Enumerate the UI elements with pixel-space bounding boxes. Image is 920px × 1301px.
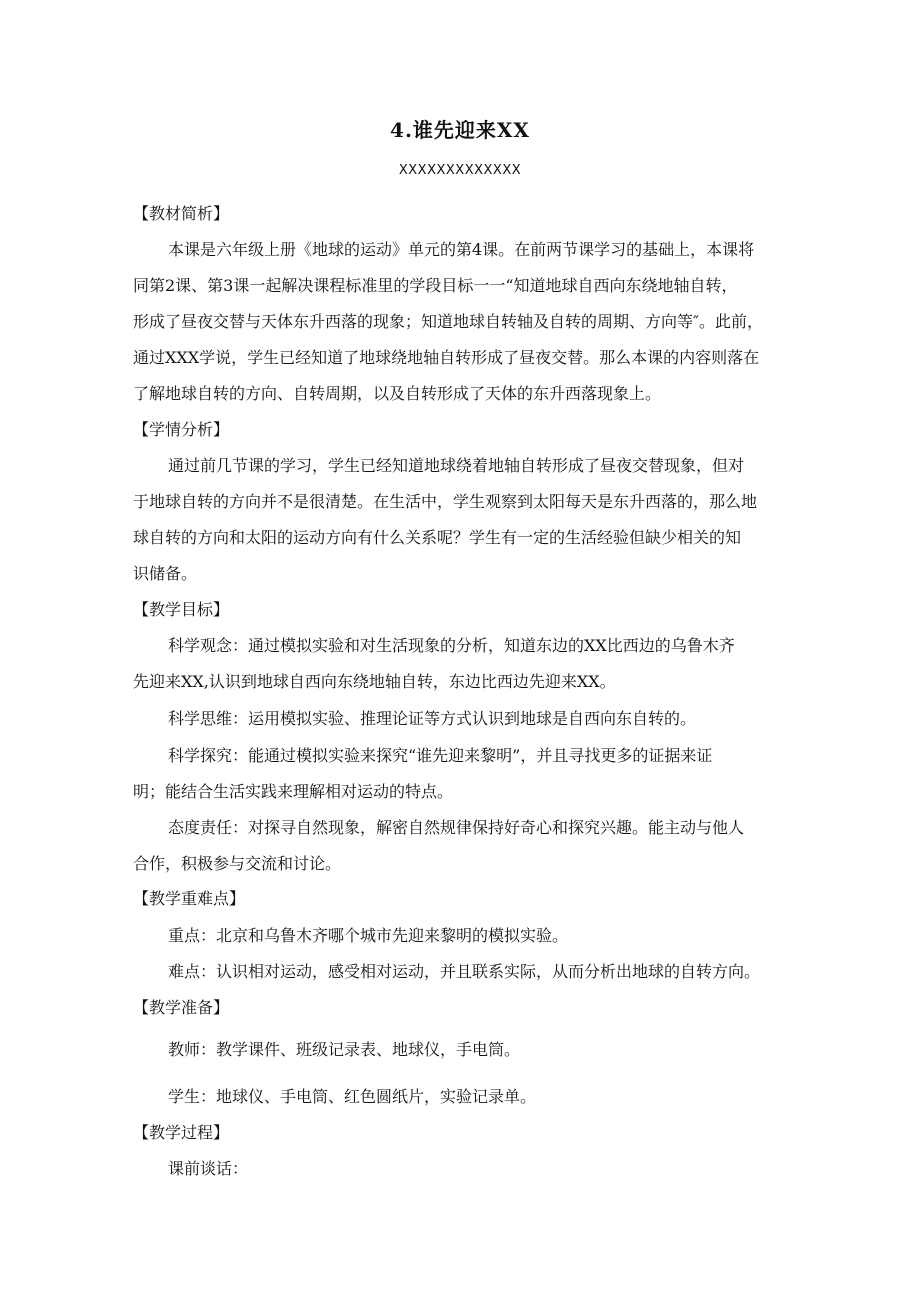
paragraph-line: 先迎来XX,认识到地球自西向东绕地轴自转，东边比西边先迎来XX。	[133, 672, 616, 691]
paragraph-line: 通过前几节课的学习，学生已经知道地球绕着地轴自转形成了昼夜交替现象，但对	[168, 456, 745, 475]
paragraph-line: 教师：教学课件、班级记录表、地球仪，手电筒。	[168, 1040, 521, 1059]
document-title: 4.谁先迎来XX	[390, 118, 530, 142]
section-heading-goals: 【教学目标】	[133, 600, 230, 619]
document-subtitle: XXXXXXXXXXXXX	[398, 163, 522, 178]
paragraph-line: 同第2课、第3课一起解决课程标准里的学段目标一一“知道地球自西向东绕地轴自转，	[133, 276, 738, 295]
paragraph-line: 课前谈话：	[168, 1159, 249, 1178]
paragraph-line: 学生：地球仪、手电筒、红色圆纸片，实验记录单。	[168, 1087, 537, 1106]
section-heading-students: 【学情分析】	[133, 420, 230, 439]
paragraph-line: 重点：北京和乌鲁木齐哪个城市先迎来黎明的模拟实验。	[168, 926, 569, 945]
section-heading-keypoints: 【教学重难点】	[133, 889, 246, 908]
paragraph-line: 科学思维：运用模拟实验、推理论证等方式认识到地球是自西向东自转的。	[168, 709, 697, 728]
paragraph-line: 了解地球自转的方向、自转周期，以及自转形成了天体的东升西落现象上。	[133, 384, 662, 403]
paragraph-line: 球自转的方向和太阳的运动方向有什么关系呢？学生有一定的生活经验但缺少相关的知	[133, 528, 742, 547]
section-heading-prep: 【教学准备】	[133, 998, 230, 1017]
paragraph-line: 于地球自转的方向并不是很清楚。在生活中，学生观察到太阳每天是东升西落的，那么地	[133, 492, 758, 511]
paragraph-line: 科学观念：通过模拟实验和对生活现象的分析，知道东边的XX比西边的乌鲁木齐	[168, 636, 735, 655]
paragraph-line: 形成了昼夜交替与天体东升西落的现象；知道地球自转轴及自转的周期、方向等″。此前，	[133, 312, 763, 331]
paragraph-line: 明；能结合生活实践来理解相对运动的特点。	[133, 782, 454, 801]
paragraph-line: 通过XXX学说，学生已经知道了地球绕地轴自转形成了昼夜交替。那么本课的内容则落在	[133, 348, 760, 367]
paragraph-line: 识储备。	[133, 564, 198, 583]
paragraph-line: 难点：认识相对运动，感受相对运动，并且联系实际，从而分析出地球的自转方向。	[168, 962, 761, 981]
paragraph-line: 本课是六年级上册《地球的运动》单元的第4课。在前两节课学习的基础上，本课将	[168, 240, 755, 259]
paragraph-line: 合作，积极参与交流和讨论。	[133, 854, 342, 873]
paragraph-line: 态度责任：对探寻自然现象，解密自然规律保持好奇心和探究兴趣。能主动与他人	[168, 818, 745, 837]
section-heading-textbook: 【教材简析】	[133, 204, 230, 223]
section-heading-process: 【教学过程】	[133, 1123, 230, 1142]
paragraph-line: 科学探究：能通过模拟实验来探究“谁先迎来黎明”，并且寻找更多的证据来证	[168, 746, 713, 765]
